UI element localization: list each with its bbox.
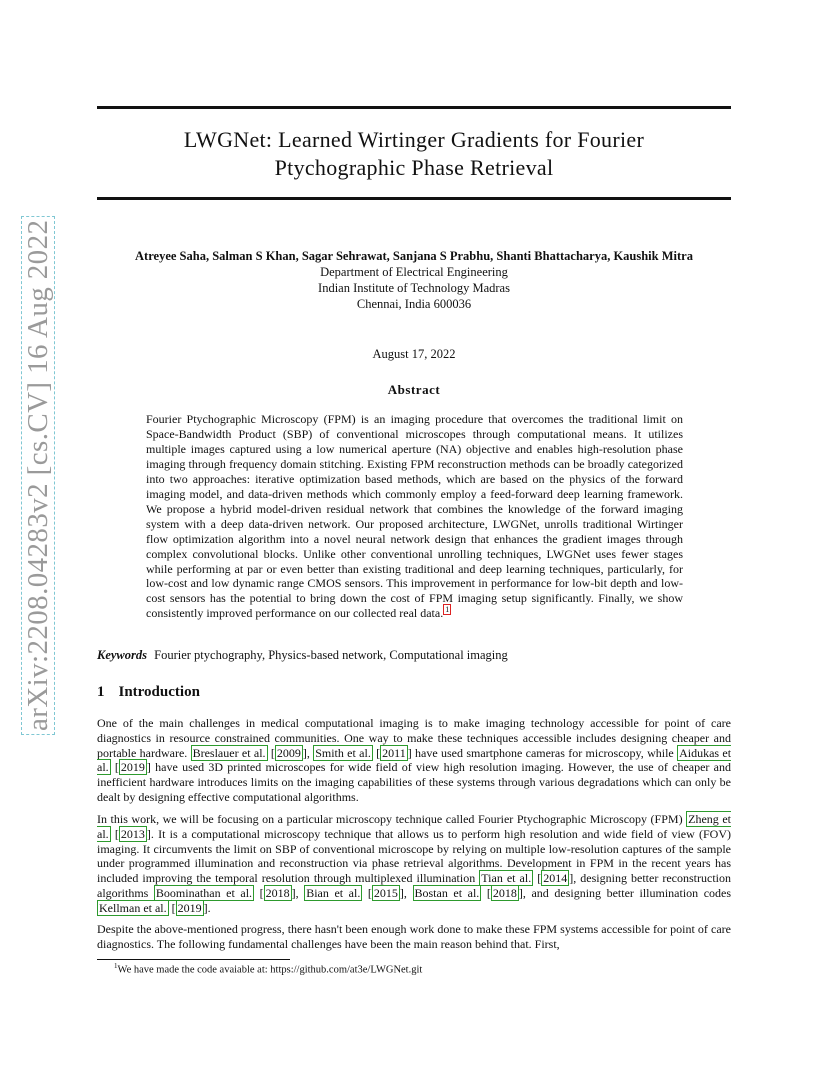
keywords-text: Fourier ptychography, Physics-based network, Computational imaging xyxy=(154,648,508,662)
section-number: 1 xyxy=(97,684,105,700)
section-title: Introduction xyxy=(118,684,200,700)
citation-link[interactable]: Tian et al. xyxy=(481,871,532,886)
text-run: have used smartphone cameras for microscopy, while xyxy=(411,745,678,760)
institute: Indian Institute of Technology Madras xyxy=(318,281,510,295)
text-run: have used 3D printed microscopes for wide field of view high resolution imaging. However, the use of cheaper and inefficient hardware introduces limits on the imaging capabilities of these systems through various degradations which can only be dealt by designing effective computational algorithms. xyxy=(97,760,731,804)
citation-year-link[interactable]: 2015 xyxy=(373,885,398,900)
title-rule-top xyxy=(97,106,731,109)
keywords-label: Keywords xyxy=(97,648,147,662)
citation-link[interactable]: Breslauer et al. xyxy=(192,745,266,760)
title-rule-bottom xyxy=(97,197,731,200)
city: Chennai, India 600036 xyxy=(356,297,472,311)
citation-year-link[interactable]: 2014 xyxy=(543,871,568,886)
text-run: , xyxy=(306,745,314,760)
citation-link[interactable]: Smith et al. xyxy=(315,745,371,760)
abstract-body xyxy=(146,412,683,621)
text-run: In this work, we will be focusing on a particular microscopy technique called Fourier Ptychographic Microscopy (FPM) xyxy=(97,812,687,826)
paragraph-2: In this work, we will be focusing on a particular microscopy technique called Fourier Ptychographic Microscopy (FPM) Zheng et al. [ 2013 ]. It is a computational microscopy technique that allows us to perform high resolution and wide field of view (FOV) imaging. It circumvents the limit on SBP of conventional microscope by relying on multiple low-resolution captures of the sample under programmed illumination and reconstruction via phase retrieval algorithms. Development in FPM in the recent years has included improving the temporal resolution through multiplexed illumination Tian et al. [ 2014 ], designing better reconstruction algorithms Boominathan et al. [ 2018 ], Bian et al. [ 2015 ], Bostan et al. [ 2018 ], and designing better illumination codes Kellman et al. [ 2019 ]. xyxy=(97,812,732,915)
citation-link[interactable]: Boominathan et al. xyxy=(155,885,253,900)
citation-year-link[interactable]: 2019 xyxy=(177,900,202,915)
abstract-heading: Abstract xyxy=(387,382,441,397)
text-run: , xyxy=(403,885,413,900)
citation-link[interactable]: Aidukas et al. xyxy=(97,745,732,775)
footnote-text: We have made the code avaiable at: https://github.com/at3e/LWGNet.git xyxy=(117,964,423,976)
citation-year-link[interactable]: 2019 xyxy=(120,760,145,775)
text-run: One of the main challenges in medical computational imaging is to make imaging technology accessible for point of care diagnostics in resource constrained communities. One way to make these techniques accessible includes designing cheaper and portable hardware. xyxy=(97,716,731,760)
section-heading xyxy=(97,684,200,701)
citation-link[interactable]: Zheng et al. xyxy=(97,812,731,841)
paper-date: August 17, 2022 xyxy=(372,347,456,361)
citation-year-link[interactable]: 2009 xyxy=(276,745,301,760)
citation-year-link[interactable]: 2018 xyxy=(492,885,517,900)
citation-year-link[interactable]: 2018 xyxy=(265,885,290,900)
author-block xyxy=(97,248,731,312)
text-run: , designing better reconstruction algorithms xyxy=(97,871,732,900)
citation-link[interactable]: Kellman et al. xyxy=(99,900,167,915)
footnote xyxy=(114,962,422,976)
footnote-ref[interactable]: 1 xyxy=(445,605,450,615)
footnote-mark: 1 xyxy=(114,962,118,970)
citation-year-link[interactable]: 2013 xyxy=(120,826,145,841)
department: Department of Electrical Engineering xyxy=(320,265,508,279)
text-run: . It is a computational microscopy technique that allows us to perform high resolution and wide field of view (FOV) imaging. It circumvents the limit on SBP of conventional microscope by relying on multiple low-resolution captures of the sample under programmed illumination and reconstruction via phase retrieval algorithms. Development in FPM in the recent years has included improving the temporal resolution through multiplexed illumination xyxy=(97,826,731,886)
title-line-2: Ptychographic Phase Retrieval xyxy=(274,155,554,180)
arxiv-id[interactable]: arXiv:2208.04283v2 [cs.CV] 16 Aug 2022 xyxy=(21,216,55,735)
citation-link[interactable]: Bostan et al. xyxy=(414,885,480,900)
citation-year-link[interactable]: 2011 xyxy=(382,745,406,760)
paper-title xyxy=(97,126,731,182)
paragraph-3: Despite the above-mentioned progress, there hasn't been enough work done to make these FPM systems accessible for point of care diagnostics. The following fundamental challenges have been the main reason behind that. First, xyxy=(97,922,731,951)
text-run: , xyxy=(295,885,305,900)
title-line-1: LWGNet: Learned Wirtinger Gradients for Fourier xyxy=(183,127,645,152)
abstract-text: Fourier Ptychographic Microscopy (FPM) is an imaging procedure that overcomes the traditional limit on Space-Bandwidth Product (SBP) of conventional microscopes through computational means. It utilizes multiple images captured using a low numerical aperture (NA) objective and enables high-resolution phase imaging through frequency domain stitching. Existing FPM reconstruction methods can be broadly categorized into two approaches: iterative optimization based methods, which are based on the physics of the forward imaging model, and data-driven methods which commonly employ a feed-forward deep learning framework. We propose a hybrid model-driven residual network that combines the knowledge of the forward imaging system with a deep data-driven network. Our proposed architecture, LWGNet, unrolls traditional Wirtinger flow optimization algorithm into a novel neural network design that enhances the gradient images through complex convolutional blocks. Unlike other conventional unrolling techniques, LWGNet uses fewer stages while performing at par or even better than existing traditional and deep learning techniques, particularly, for low-cost and low dynamic range CMOS sensors. This improvement in performance for low-bit depth and low-cost sensors has the potential to bring down the cost of FPM imaging setup significantly. Finally, we show consistently improved performance on our collected real data. xyxy=(146,412,683,621)
arxiv-stamp[interactable] xyxy=(22,219,55,735)
author-names: Atreyee Saha, Salman S Khan, Sagar Sehrawat, Sanjana S Prabhu, Shanti Bhattacharya, Kaushik Mitra xyxy=(135,249,693,263)
keywords xyxy=(97,648,508,663)
text-run: . xyxy=(207,900,211,915)
citation-link[interactable]: Bian et al. xyxy=(306,885,361,900)
text-run: , and designing better illumination codes xyxy=(522,885,732,900)
paragraph-1: One of the main challenges in medical computational imaging is to make imaging technology accessible for point of care diagnostics in resource constrained communities. One way to make these techniques accessible includes designing cheaper and portable hardware. Breslauer et al. [ 2009 ], Smith et al. [ 2011 ] have used smartphone cameras for microscopy, while Aidukas et al. [ 2019 ] have used 3D printed microscopes for wide field of view high resolution imaging. However, the use of cheaper and inefficient hardware introduces limits on the imaging capabilities of these systems through various degradations which can only be dealt by designing effective computational algorithms. xyxy=(97,716,732,804)
footnote-rule xyxy=(97,959,290,960)
